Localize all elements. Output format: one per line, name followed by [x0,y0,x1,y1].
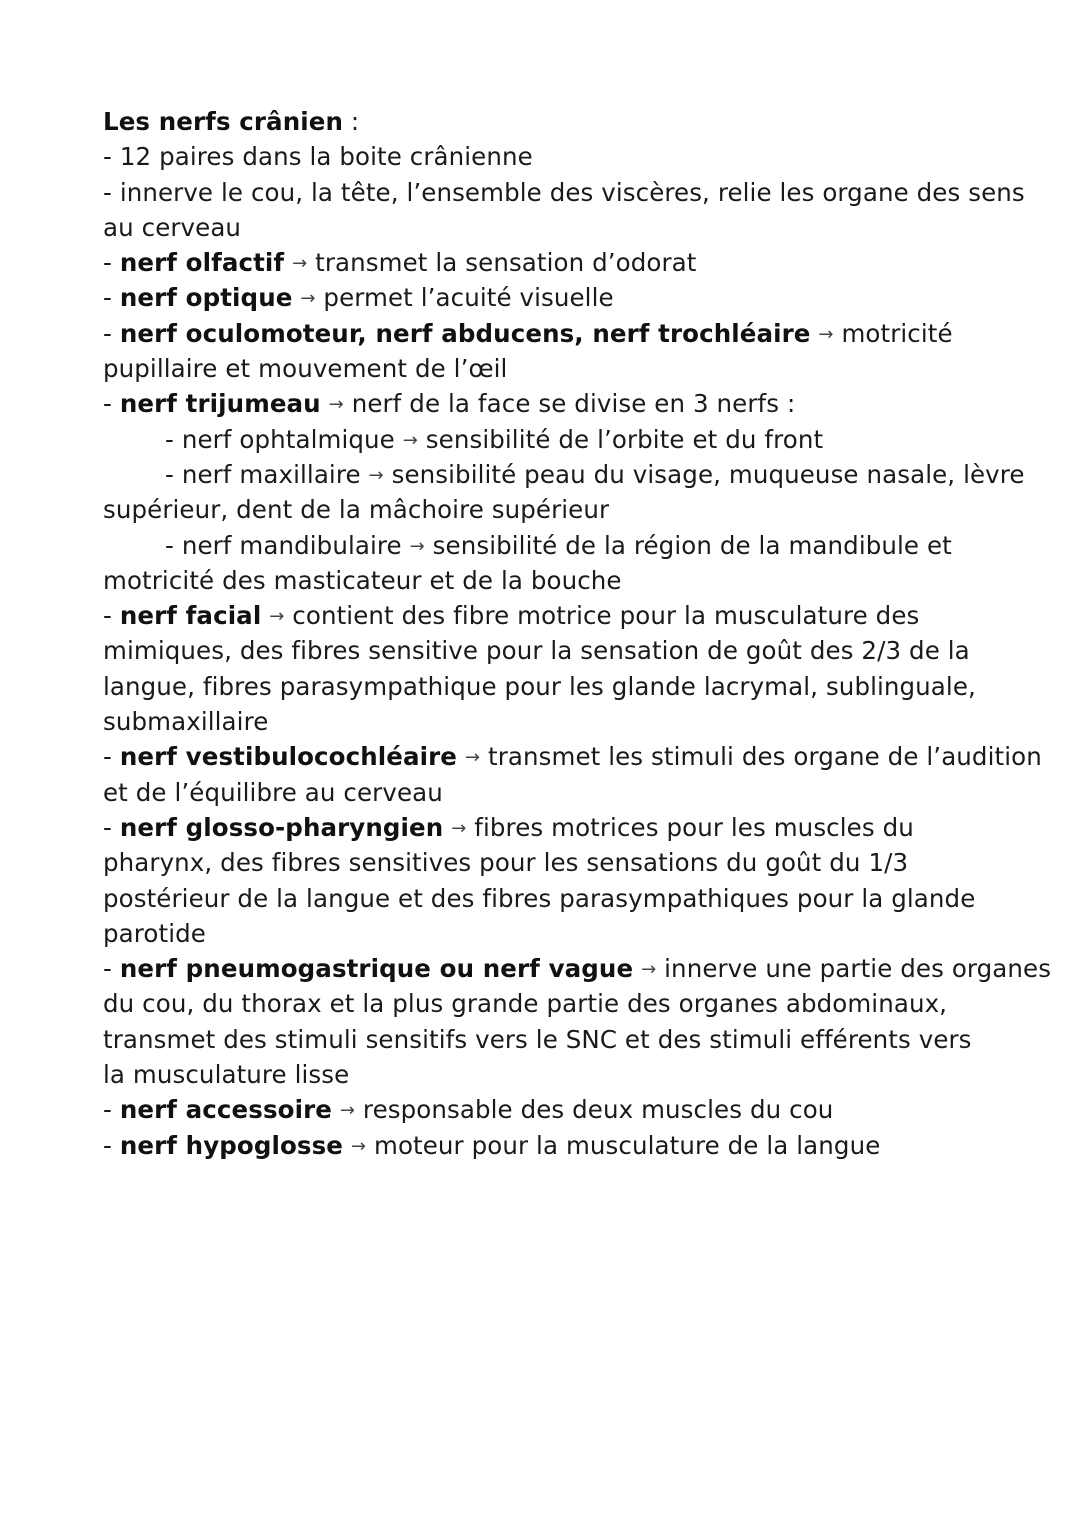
arrow-icon: → [292,253,308,275]
nerve-oculomoteur-line [103,316,1003,351]
sub-nerve-name: - nerf ophtalmique [165,424,403,454]
nerve-optique-line [103,280,1003,315]
text-line: submaxillaire [103,707,269,737]
nerve-description: motricité [833,318,953,348]
dash: - [103,601,120,631]
dash: - [103,248,120,278]
text-line: pupillaire et mouvement de l’œil [103,354,508,384]
nerve-description: contient des fibre motrice pour la musculature des [284,601,920,631]
text-line: - innerve le cou, la tête, l’ensemble des viscères, relie les organe des sens [103,177,1025,207]
nerve-olfactif-line [103,245,1003,280]
nerve-name: nerf facial [119,601,262,631]
dash: - [103,954,120,984]
title-suffix: : [343,107,360,136]
dash: - [103,742,120,772]
dash: - [103,318,120,348]
text-line: et de l’équilibre au cerveau [103,777,443,807]
arrow-icon: → [464,747,481,769]
nerve-name: nerf olfactif [119,248,285,278]
text-line: pharynx, des fibres sensitives pour les sensations du goût du 1/3 [103,848,909,878]
nerve-description: transmet les stimuli des organe de l’audition [480,742,1042,772]
text-line: parotide [103,918,206,948]
sub-nerve-name: - nerf maxillaire [165,459,369,489]
sub-nerve-description: sensibilité peau du visage, muqueuse nasale, lèvre [383,459,1025,489]
text-line: mimiques, des fibres sensitive pour la sensation de goût des 2/3 de la [103,636,970,666]
dash: - [103,1130,120,1160]
nerve-name: nerf vestibulocochléaire [119,742,458,772]
nerve-facial-line [103,598,1003,633]
text-line: du cou, du thorax et la plus grande partie des organes abdominaux, [103,989,948,1019]
text-line: - 12 paires dans la boite crânienne [103,142,533,172]
text-line: la musculature lisse [103,1060,350,1090]
nerve-name: nerf glosso-pharyngien [119,812,444,842]
nerve-name: nerf trijumeau [119,389,321,419]
text-line: supérieur, dent de la mâchoire supérieur [103,495,610,525]
arrow-icon: → [641,959,657,981]
document-page [103,104,1052,1163]
text-line: transmet des stimuli sensitifs vers le SNC et des stimuli efférents vers [103,1024,972,1054]
nerve-description: innerve une partie des organes [656,954,1052,984]
sub-nerve-maxillaire-line [103,457,1025,492]
nerve-name: nerf pneumogastrique ou nerf vague [119,954,634,984]
nerve-description: fibres motrices pour les muscles du [466,812,914,842]
sub-nerve-name: - nerf mandibulaire [165,530,410,560]
nerve-description: permet l’acuité visuelle [315,283,614,313]
sub-nerve-description: sensibilité de la région de la mandibule et [424,530,952,560]
sub-nerve-mandibulaire-line [103,528,1003,563]
arrow-icon: → [350,1135,367,1157]
nerve-trijumeau-line [103,386,1003,421]
text-line: au cerveau [103,212,242,242]
arrow-icon: → [269,606,285,628]
nerve-vestibulocochleaire-line [103,739,1042,774]
nerve-name: nerf oculomoteur, nerf abducens, nerf trochléaire [119,318,811,348]
arrow-icon: → [409,535,425,557]
arrow-icon: → [368,464,384,486]
sub-nerve-ophtalmique-line [103,422,1003,457]
nerve-name: nerf hypoglosse [119,1130,344,1160]
arrow-icon: → [300,288,316,310]
arrow-icon: → [451,817,467,839]
dash: - [103,1095,120,1125]
nerve-description: transmet la sensation d’odorat [307,248,697,278]
page-title [103,104,1003,139]
nerve-name: nerf accessoire [119,1095,332,1125]
nerve-description: moteur pour la musculature de la langue [366,1130,881,1160]
nerve-name: nerf optique [119,283,293,313]
text-line: langue, fibres parasympathique pour les glande lacrymal, sublinguale, [103,671,976,701]
arrow-icon: → [339,1100,356,1122]
nerve-pneumogastrique-line [103,951,1052,986]
text-line: motricité des masticateur et de la bouche [103,565,622,595]
dash: - [103,812,120,842]
nerve-accessoire-line [103,1092,1003,1127]
dash: - [103,389,120,419]
arrow-icon: → [328,394,344,416]
nerve-hypoglosse-line [103,1128,1003,1163]
sub-nerve-description: sensibilité de l’orbite et du front [417,424,824,454]
arrow-icon: → [818,323,834,345]
dash: - [103,283,120,313]
title-text: Les nerfs crânien [103,107,343,136]
nerve-description: nerf de la face se divise en 3 nerfs : [343,389,796,419]
text-line: postérieur de la langue et des fibres parasympathiques pour la glande [103,883,976,913]
arrow-icon: → [402,429,418,451]
nerve-description: responsable des deux muscles du cou [355,1095,834,1125]
nerve-glosso-pharyngien-line [103,810,1003,845]
